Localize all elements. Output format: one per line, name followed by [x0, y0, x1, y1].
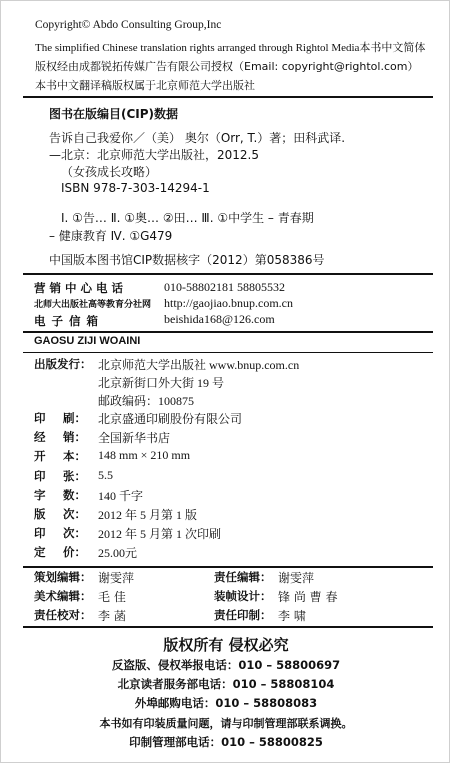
divider	[23, 273, 433, 275]
cip-line-2: —北京：北京师范大学出版社，2012.5	[49, 148, 259, 162]
publishing-row-value: 北京盛通印刷股份有限公司	[98, 412, 243, 426]
divider	[23, 96, 433, 98]
cip-line-1: 告诉自己我爱你／（美） 奥尔（Orr, T.）著；田科武译.	[49, 131, 346, 145]
label-suffix: 张：	[63, 469, 86, 483]
cip-line-6: – 健康教育 Ⅳ. ①G479	[49, 229, 173, 243]
print-manager-label: 责任印制：	[214, 608, 272, 622]
planning-editor-value: 谢雯萍	[98, 571, 135, 585]
publishing-row-value: 全国新华书店	[98, 431, 171, 445]
responsible-editor-value: 谢雯萍	[278, 571, 315, 585]
label-suffix: 次：	[63, 507, 86, 521]
label-char: 经	[34, 430, 46, 444]
publishing-row-value: 140 千字	[98, 489, 144, 503]
email-value[interactable]: beishida168@126.com	[164, 312, 275, 326]
copyright-line-4: 本书中文翻译稿版权属于北京师范大学出版社	[35, 79, 255, 92]
cip-title: 图书在版编目(CIP)数据	[49, 107, 179, 121]
responsible-editor-label: 责任编辑：	[214, 570, 272, 584]
planning-editor-label: 策划编辑：	[34, 570, 92, 584]
publishing-row-value: 2012 年 5 月第 1 次印刷	[98, 527, 222, 541]
web-value[interactable]: http://gaojiao.bnup.com.cn	[164, 296, 293, 310]
divider	[23, 352, 433, 353]
binding-design-label: 装帧设计：	[214, 589, 272, 603]
binding-design-value: 锋 尚 曹 春	[278, 590, 338, 604]
email-label: 电 子 信 箱	[34, 314, 100, 328]
publishing-row-label	[34, 487, 86, 503]
cip-data-number: 中国版本图书馆CIP数据核字（2012）第058386号	[49, 253, 325, 267]
label-suffix: 销：	[63, 430, 86, 444]
publishing-row-label	[34, 544, 86, 560]
publishing-row-label	[34, 410, 86, 426]
web-label: 北师大出版社高等教育分社网	[34, 300, 152, 310]
print-manager-value: 李 啸	[278, 609, 306, 623]
publishing-row-label	[34, 429, 86, 445]
label-suffix: 本：	[63, 449, 86, 463]
proofreader-label: 责任校对：	[34, 608, 92, 622]
publishing-row-value: 2012 年 5 月第 1 版	[98, 508, 198, 522]
mail-order-phone: 外埠邮购电话：010 – 58808083	[134, 696, 318, 710]
divider	[23, 331, 433, 333]
rights-title: 版权所有 侵权必究	[163, 636, 289, 654]
label-char: 印	[34, 526, 46, 540]
publishing-row-value: 5.5	[98, 468, 113, 482]
publisher-postcode: 邮政编码：100875	[98, 394, 195, 408]
art-editor-label: 美术编辑：	[34, 589, 92, 603]
copyright-line-3: 版权经由成都锐拓传媒广告有限公司授权（Email: copyright@rightol.com）	[35, 60, 419, 73]
cip-line-3: （女孩成长攻略）	[61, 165, 158, 179]
quality-notice: 本书如有印装质量问题，请与印制管理部联系调换。	[99, 717, 353, 730]
label-char: 印	[34, 411, 46, 425]
phone-value: 010-58802181 58805532	[164, 280, 285, 294]
copyright-line-2: The simplified Chinese translation rights arranged through Rightol Media本书中文简体	[35, 42, 426, 54]
reader-service-phone: 北京读者服务部电话：010 – 58808104	[117, 677, 335, 691]
publishing-row-label	[34, 468, 86, 484]
art-editor-value: 毛 佳	[98, 590, 126, 604]
label-char: 开	[34, 449, 46, 463]
divider	[23, 566, 433, 568]
label-char: 定	[34, 545, 46, 559]
publishing-row-label	[34, 448, 86, 464]
cip-line-5: Ⅰ. ①告… Ⅱ. ①奥… ②田… Ⅲ. ①中学生 – 青春期	[61, 211, 314, 225]
copyright-line-1: Copyright© Abdo Consulting Group,Inc	[35, 19, 222, 31]
cip-isbn: ISBN 978-7-303-14294-1	[61, 181, 210, 195]
label-char: 印	[34, 469, 46, 483]
proofreader-value: 李 菡	[98, 609, 126, 623]
publishing-row-value: 25.00元	[98, 546, 138, 560]
label-suffix: 数：	[63, 488, 86, 502]
phone-label: 营 销 中 心 电 话	[34, 281, 124, 295]
print-dept-phone: 印制管理部电话：010 – 58800825	[129, 735, 323, 749]
publishing-row-value: 148 mm × 210 mm	[98, 448, 191, 462]
publisher-label: 出版发行：	[34, 357, 92, 371]
label-char: 版	[34, 507, 46, 521]
label-suffix: 次：	[63, 526, 86, 540]
label-suffix: 刷：	[63, 411, 86, 425]
publisher-address: 北京新街口外大街 19 号	[98, 376, 225, 390]
piracy-hotline: 反盗版、侵权举报电话：010 – 58800697	[111, 658, 341, 672]
pinyin-title: GAOSU ZIJI WOAINI	[34, 335, 141, 347]
divider	[23, 626, 433, 628]
publishing-row-label	[34, 506, 86, 522]
publisher-value: 北京师范大学出版社 www.bnup.com.cn	[98, 358, 300, 372]
label-suffix: 价：	[63, 545, 86, 559]
publishing-row-label	[34, 525, 86, 541]
label-char: 字	[34, 488, 46, 502]
